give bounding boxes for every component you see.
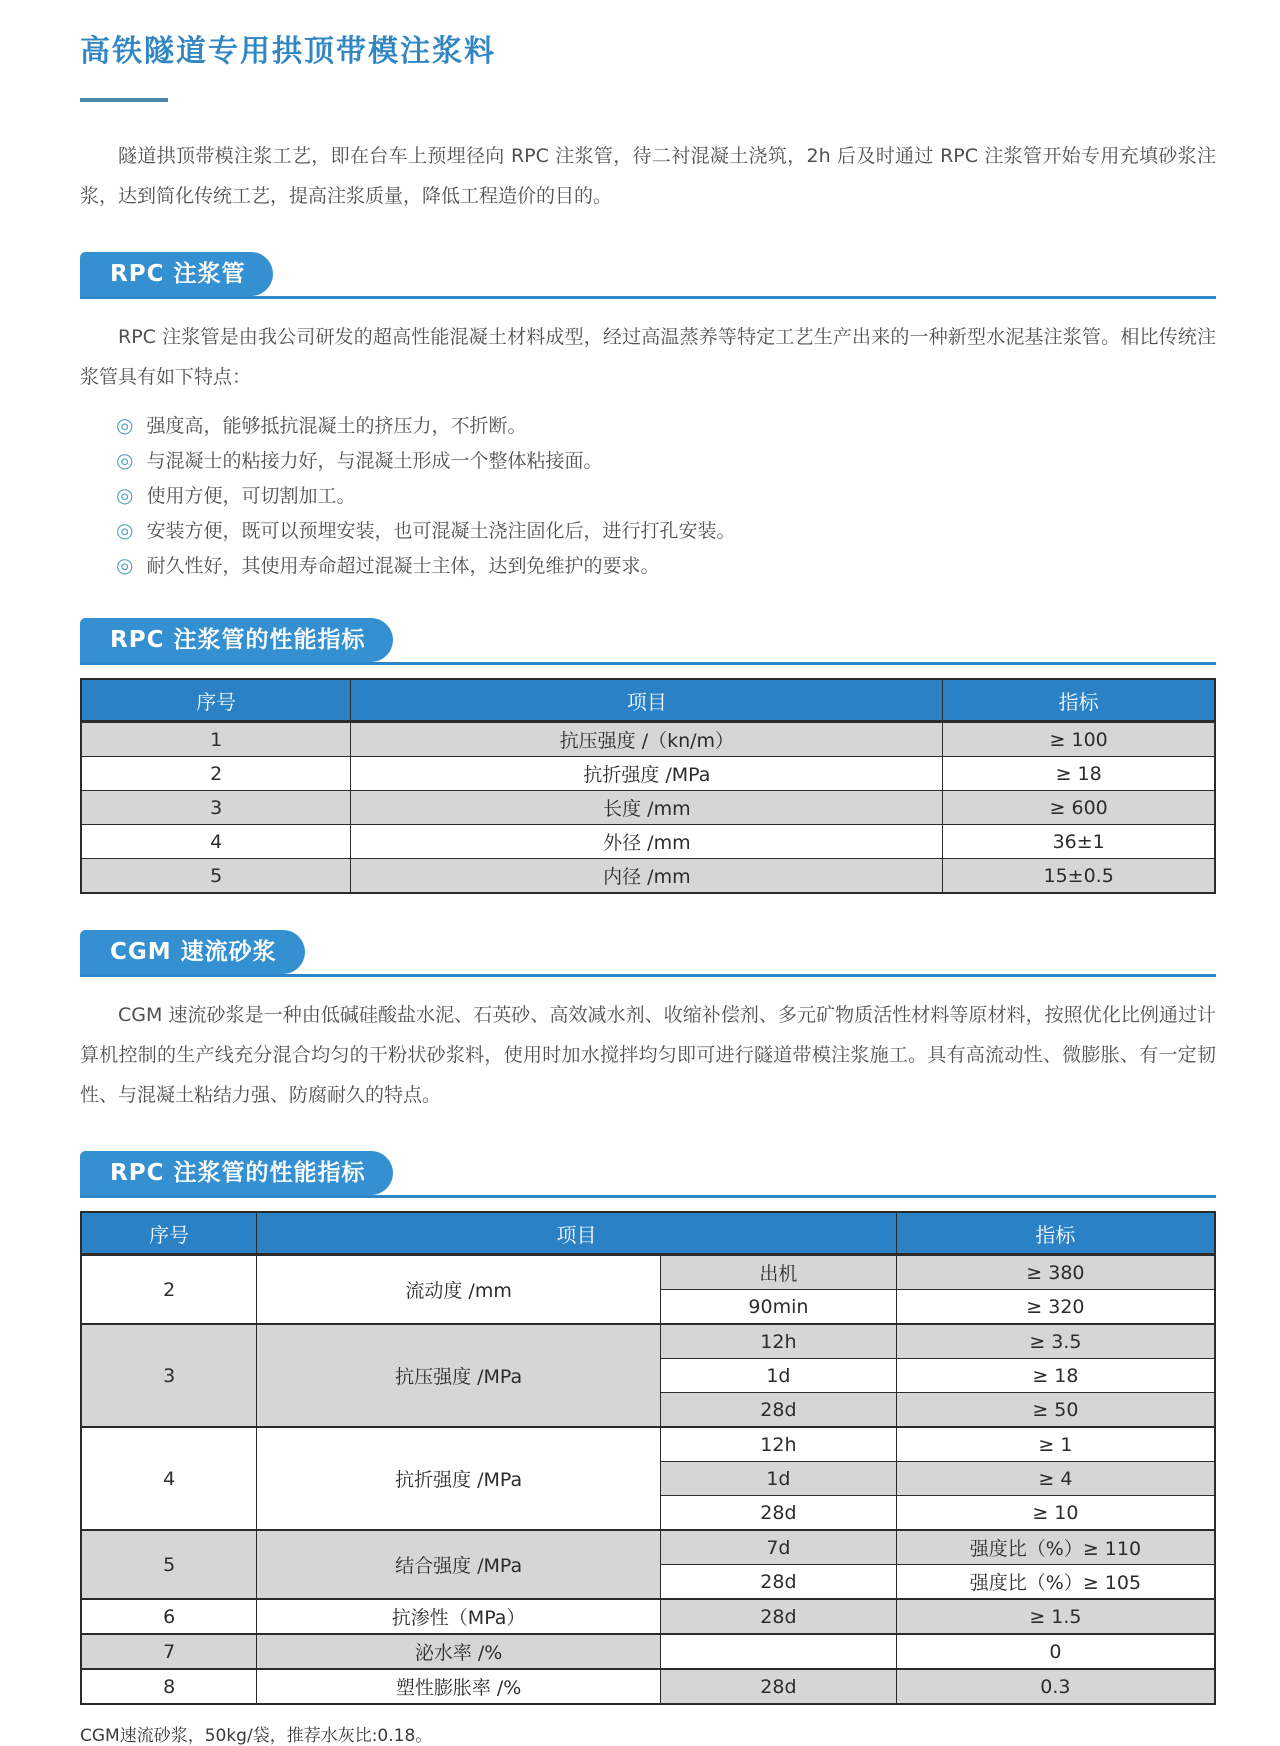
item-cell: 抗折强度 /MPa — [351, 757, 943, 791]
table-row — [81, 1427, 1215, 1462]
table-row — [81, 825, 1215, 859]
item-cell: 泌水率 /% — [257, 1634, 661, 1669]
value-cell: 15±0.5 — [943, 859, 1215, 894]
section-badge-rpc-pipe: RPC 注浆管 — [80, 252, 273, 296]
value-cell: 强度比（%）≥ 110 — [896, 1530, 1215, 1565]
feature-item — [116, 477, 1216, 512]
header-row — [81, 679, 1215, 722]
item-header: 项目 — [257, 1212, 897, 1255]
value-cell: 0 — [896, 1634, 1215, 1669]
table-row — [81, 1599, 1215, 1634]
seq-cell: 4 — [81, 1427, 257, 1530]
condition-cell: 28d — [660, 1393, 896, 1428]
item-header: 项目 — [351, 679, 943, 722]
table-row — [81, 791, 1215, 825]
seq-cell: 2 — [81, 1255, 257, 1325]
seq-cell: 7 — [81, 1634, 257, 1669]
cgm-spec-table-head — [81, 1212, 1215, 1255]
value-cell: 36±1 — [943, 825, 1215, 859]
section-badge-cgm: CGM 速流砂浆 — [80, 930, 305, 974]
page-title: 高铁隧道专用拱顶带模注浆料 — [80, 34, 496, 69]
item-cell: 流动度 /mm — [257, 1255, 661, 1325]
seq-cell: 4 — [81, 825, 351, 859]
condition-cell: 28d — [660, 1669, 896, 1704]
seq-cell: 8 — [81, 1669, 257, 1704]
table-row — [81, 722, 1215, 757]
item-cell: 抗折强度 /MPa — [257, 1427, 661, 1530]
value-cell: 0.3 — [896, 1669, 1215, 1704]
value-cell: ≥ 50 — [896, 1393, 1215, 1428]
table-row — [81, 859, 1215, 894]
intro-paragraph: 隧道拱顶带模注浆工艺，即在台车上预埋径向 RPC 注浆管，待二衬混凝土浇筑，2h 后及时通过 RPC 注浆管开始专用充填砂浆注浆，达到简化传统工艺，提高注浆质量，降低工程造价的目的。 — [80, 145, 1216, 207]
condition-cell: 12h — [660, 1324, 896, 1359]
condition-cell: 12h — [660, 1427, 896, 1462]
condition-cell: 1d — [660, 1359, 896, 1393]
rpc-spec-table-head — [81, 679, 1215, 722]
condition-cell: 28d — [660, 1565, 896, 1600]
feature-text: 耐久性好，其使用寿命超过混凝士主体，达到免维护的要求。 — [146, 555, 660, 577]
item-cell: 结合强度 /MPa — [257, 1530, 661, 1599]
feature-text: 与混凝士的粘接力好，与混凝土形成一个整体粘接面。 — [146, 450, 603, 472]
condition-cell: 出机 — [660, 1255, 896, 1290]
seq-cell: 6 — [81, 1599, 257, 1634]
value-cell: ≥ 18 — [943, 757, 1215, 791]
table-row — [81, 1255, 1215, 1290]
item-cell: 抗压强度 /（kn/m） — [351, 722, 943, 757]
seq-cell: 5 — [81, 1530, 257, 1599]
value-cell: 强度比（%）≥ 105 — [896, 1565, 1215, 1600]
seq-cell: 1 — [81, 722, 351, 757]
cgm-spec-table — [80, 1211, 1216, 1705]
seq-header: 序号 — [81, 679, 351, 722]
seq-header: 序号 — [81, 1212, 257, 1255]
table-row — [81, 1324, 1215, 1359]
section-badge-rpc-spec: RPC 注浆管的性能指标 — [80, 618, 393, 662]
value-cell: ≥ 600 — [943, 791, 1215, 825]
ring-bullet-icon: ◎ — [116, 482, 134, 507]
feature-text: 强度高，能够抵抗混凝土的挤压力，不折断。 — [146, 415, 527, 437]
item-cell: 抗渗性（MPa） — [257, 1599, 661, 1634]
ring-bullet-icon: ◎ — [116, 447, 134, 472]
feature-item — [116, 512, 1216, 547]
rpc-spec-table-body — [81, 722, 1215, 894]
condition-cell — [660, 1634, 896, 1669]
value-cell: ≥ 100 — [943, 722, 1215, 757]
feature-item — [116, 547, 1216, 582]
footer-note: CGM速流砂浆，50kg/袋，推荐水灰比:0.18。 — [80, 1726, 433, 1746]
title-underline — [80, 98, 168, 102]
table-row — [81, 1530, 1215, 1565]
section-header-cgm-spec — [80, 1151, 1216, 1198]
rpc-spec-table — [80, 678, 1216, 894]
section-badge-cgm-spec: RPC 注浆管的性能指标 — [80, 1151, 393, 1195]
item-cell: 外径 /mm — [351, 825, 943, 859]
value-cell: ≥ 320 — [896, 1290, 1215, 1325]
item-cell: 抗压强度 /MPa — [257, 1324, 661, 1427]
item-cell: 塑性膨胀率 /% — [257, 1669, 661, 1704]
value-cell: ≥ 1.5 — [896, 1599, 1215, 1634]
table-row — [81, 1669, 1215, 1704]
section-header-rpc-spec — [80, 618, 1216, 665]
value-header: 指标 — [943, 679, 1215, 722]
feature-item — [116, 442, 1216, 477]
feature-item — [116, 407, 1216, 442]
feature-list — [80, 407, 1216, 582]
condition-cell: 28d — [660, 1599, 896, 1634]
item-cell: 长度 /mm — [351, 791, 943, 825]
section-header-rpc-pipe — [80, 252, 1216, 299]
seq-cell: 2 — [81, 757, 351, 791]
seq-cell: 5 — [81, 859, 351, 894]
rpc-pipe-paragraph: RPC 注浆管是由我公司研发的超高性能混凝土材料成型，经过高温蒸养等特定工艺生产出来的一种新型水泥基注浆管。相比传统注浆管具有如下特点： — [80, 326, 1216, 388]
table-row — [81, 757, 1215, 791]
condition-cell: 28d — [660, 1496, 896, 1531]
value-cell: ≥ 4 — [896, 1462, 1215, 1496]
value-cell: ≥ 1 — [896, 1427, 1215, 1462]
value-header: 指标 — [896, 1212, 1215, 1255]
value-cell: ≥ 10 — [896, 1496, 1215, 1531]
ring-bullet-icon: ◎ — [116, 412, 134, 437]
feature-text: 安装方便，既可以预埋安装，也可混凝土浇注固化后，进行打孔安装。 — [146, 520, 736, 542]
seq-cell: 3 — [81, 791, 351, 825]
table-row — [81, 1634, 1215, 1669]
item-cell: 内径 /mm — [351, 859, 943, 894]
ring-bullet-icon: ◎ — [116, 517, 134, 542]
condition-cell: 7d — [660, 1530, 896, 1565]
seq-cell: 3 — [81, 1324, 257, 1427]
header-row — [81, 1212, 1215, 1255]
ring-bullet-icon: ◎ — [116, 552, 134, 577]
value-cell: ≥ 380 — [896, 1255, 1215, 1290]
value-cell: ≥ 3.5 — [896, 1324, 1215, 1359]
cgm-paragraph: CGM 速流砂浆是一种由低碱硅酸盐水泥、石英砂、高效减水剂、收缩补偿剂、多元矿物质活性材料等原材料，按照优化比例通过计算机控制的生产线充分混合均匀的干粉状砂浆料，使用时加水搅拌均匀即可进行隧道带模注浆施工。具有高流动性、微膨胀、有一定韧性、与混凝土粘结力强、防腐耐久的特点。 — [80, 1004, 1216, 1106]
value-cell: ≥ 18 — [896, 1359, 1215, 1393]
feature-text: 使用方便，可切割加工。 — [146, 485, 356, 507]
cgm-spec-table-body — [81, 1255, 1215, 1705]
section-header-cgm — [80, 930, 1216, 977]
condition-cell: 1d — [660, 1462, 896, 1496]
condition-cell: 90min — [660, 1290, 896, 1325]
